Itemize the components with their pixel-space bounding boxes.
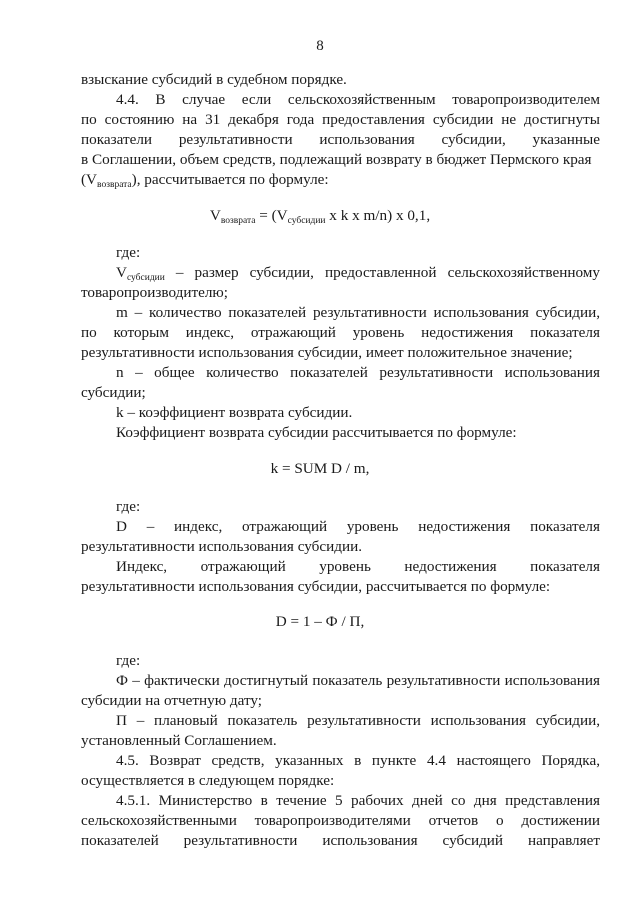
text-line: показатели результативности использования субсидии, указанные: [81, 131, 600, 148]
text-line: субсидии на отчетную дату;: [81, 692, 263, 709]
text-line: D – индекс, отражающий уровень недостижения показателя: [116, 518, 600, 535]
text-line: k – коэффициент возврата субсидии.: [116, 404, 353, 421]
text-line: взыскание субсидий в судебном порядке.: [81, 71, 347, 88]
formula-k: k = SUM D / m,: [270, 460, 370, 477]
text-line: $V_{субсидии}$ – размер субсидии, предоставленной сельскохозяйственному: [116, 264, 600, 283]
text-line: 4.5. Возврат средств, указанных в пункте 4.4 настоящего Порядка,: [116, 752, 600, 769]
text-line: результативности использования субсидии, имеет положительное значение;: [81, 344, 573, 361]
text-line: сельскохозяйственными товаропроизводителями отчетов о достижении: [81, 812, 600, 829]
text-line: показателей результативности использования субсидий направляет: [81, 832, 600, 849]
text-line: $(V_{возврата})$, рассчитывается по формуле:: [81, 171, 329, 190]
text-line: по состоянию на 31 декабря года предоставления субсидии не достигнуты: [81, 111, 600, 128]
text-line: n – общее количество показателей результативности использования: [116, 364, 600, 381]
text-line: установленный Соглашением.: [81, 732, 277, 749]
text-line: 4.5.1. Министерство в течение 5 рабочих дней со дня представления: [116, 792, 600, 809]
text-line: Ф – фактически достигнутый показатель результативности использования: [116, 672, 600, 689]
text-line: П – плановый показатель результативности использования субсидии,: [116, 712, 600, 729]
text-line: Коэффициент возврата субсидии рассчитывается по формуле:: [116, 424, 517, 441]
text-line: субсидии;: [81, 384, 146, 401]
text-line: в Соглашении, объем средств, подлежащий возврату в бюджет Пермского края: [81, 151, 592, 168]
text-line: где:: [116, 652, 141, 669]
text-line: где:: [116, 244, 141, 261]
text-line: товаропроизводителю;: [81, 284, 228, 301]
formula-return-amount: $V_{возврата} = (V_{субсидии}$ x k x m/n) x 0,1,: [209, 207, 431, 226]
page-number: 8: [316, 38, 324, 54]
text-line: Индекс, отражающий уровень недостижения показателя: [116, 558, 600, 575]
text-line: осуществляется в следующем порядке:: [81, 772, 335, 789]
text-line: 4.4. В случае если сельскохозяйственным товаропроизводителем: [116, 91, 600, 108]
text-line: по которым индекс, отражающий уровень недостижения показателя: [81, 324, 600, 341]
text-line: где:: [116, 498, 141, 515]
text-line: результативности использования субсидии, рассчитывается по формуле:: [81, 578, 551, 595]
text-line: результативности использования субсидии.: [81, 538, 363, 555]
formula-d: D = 1 – Ф / П,: [275, 613, 365, 630]
text-line: m – количество показателей результативности использования субсидии,: [116, 304, 600, 321]
